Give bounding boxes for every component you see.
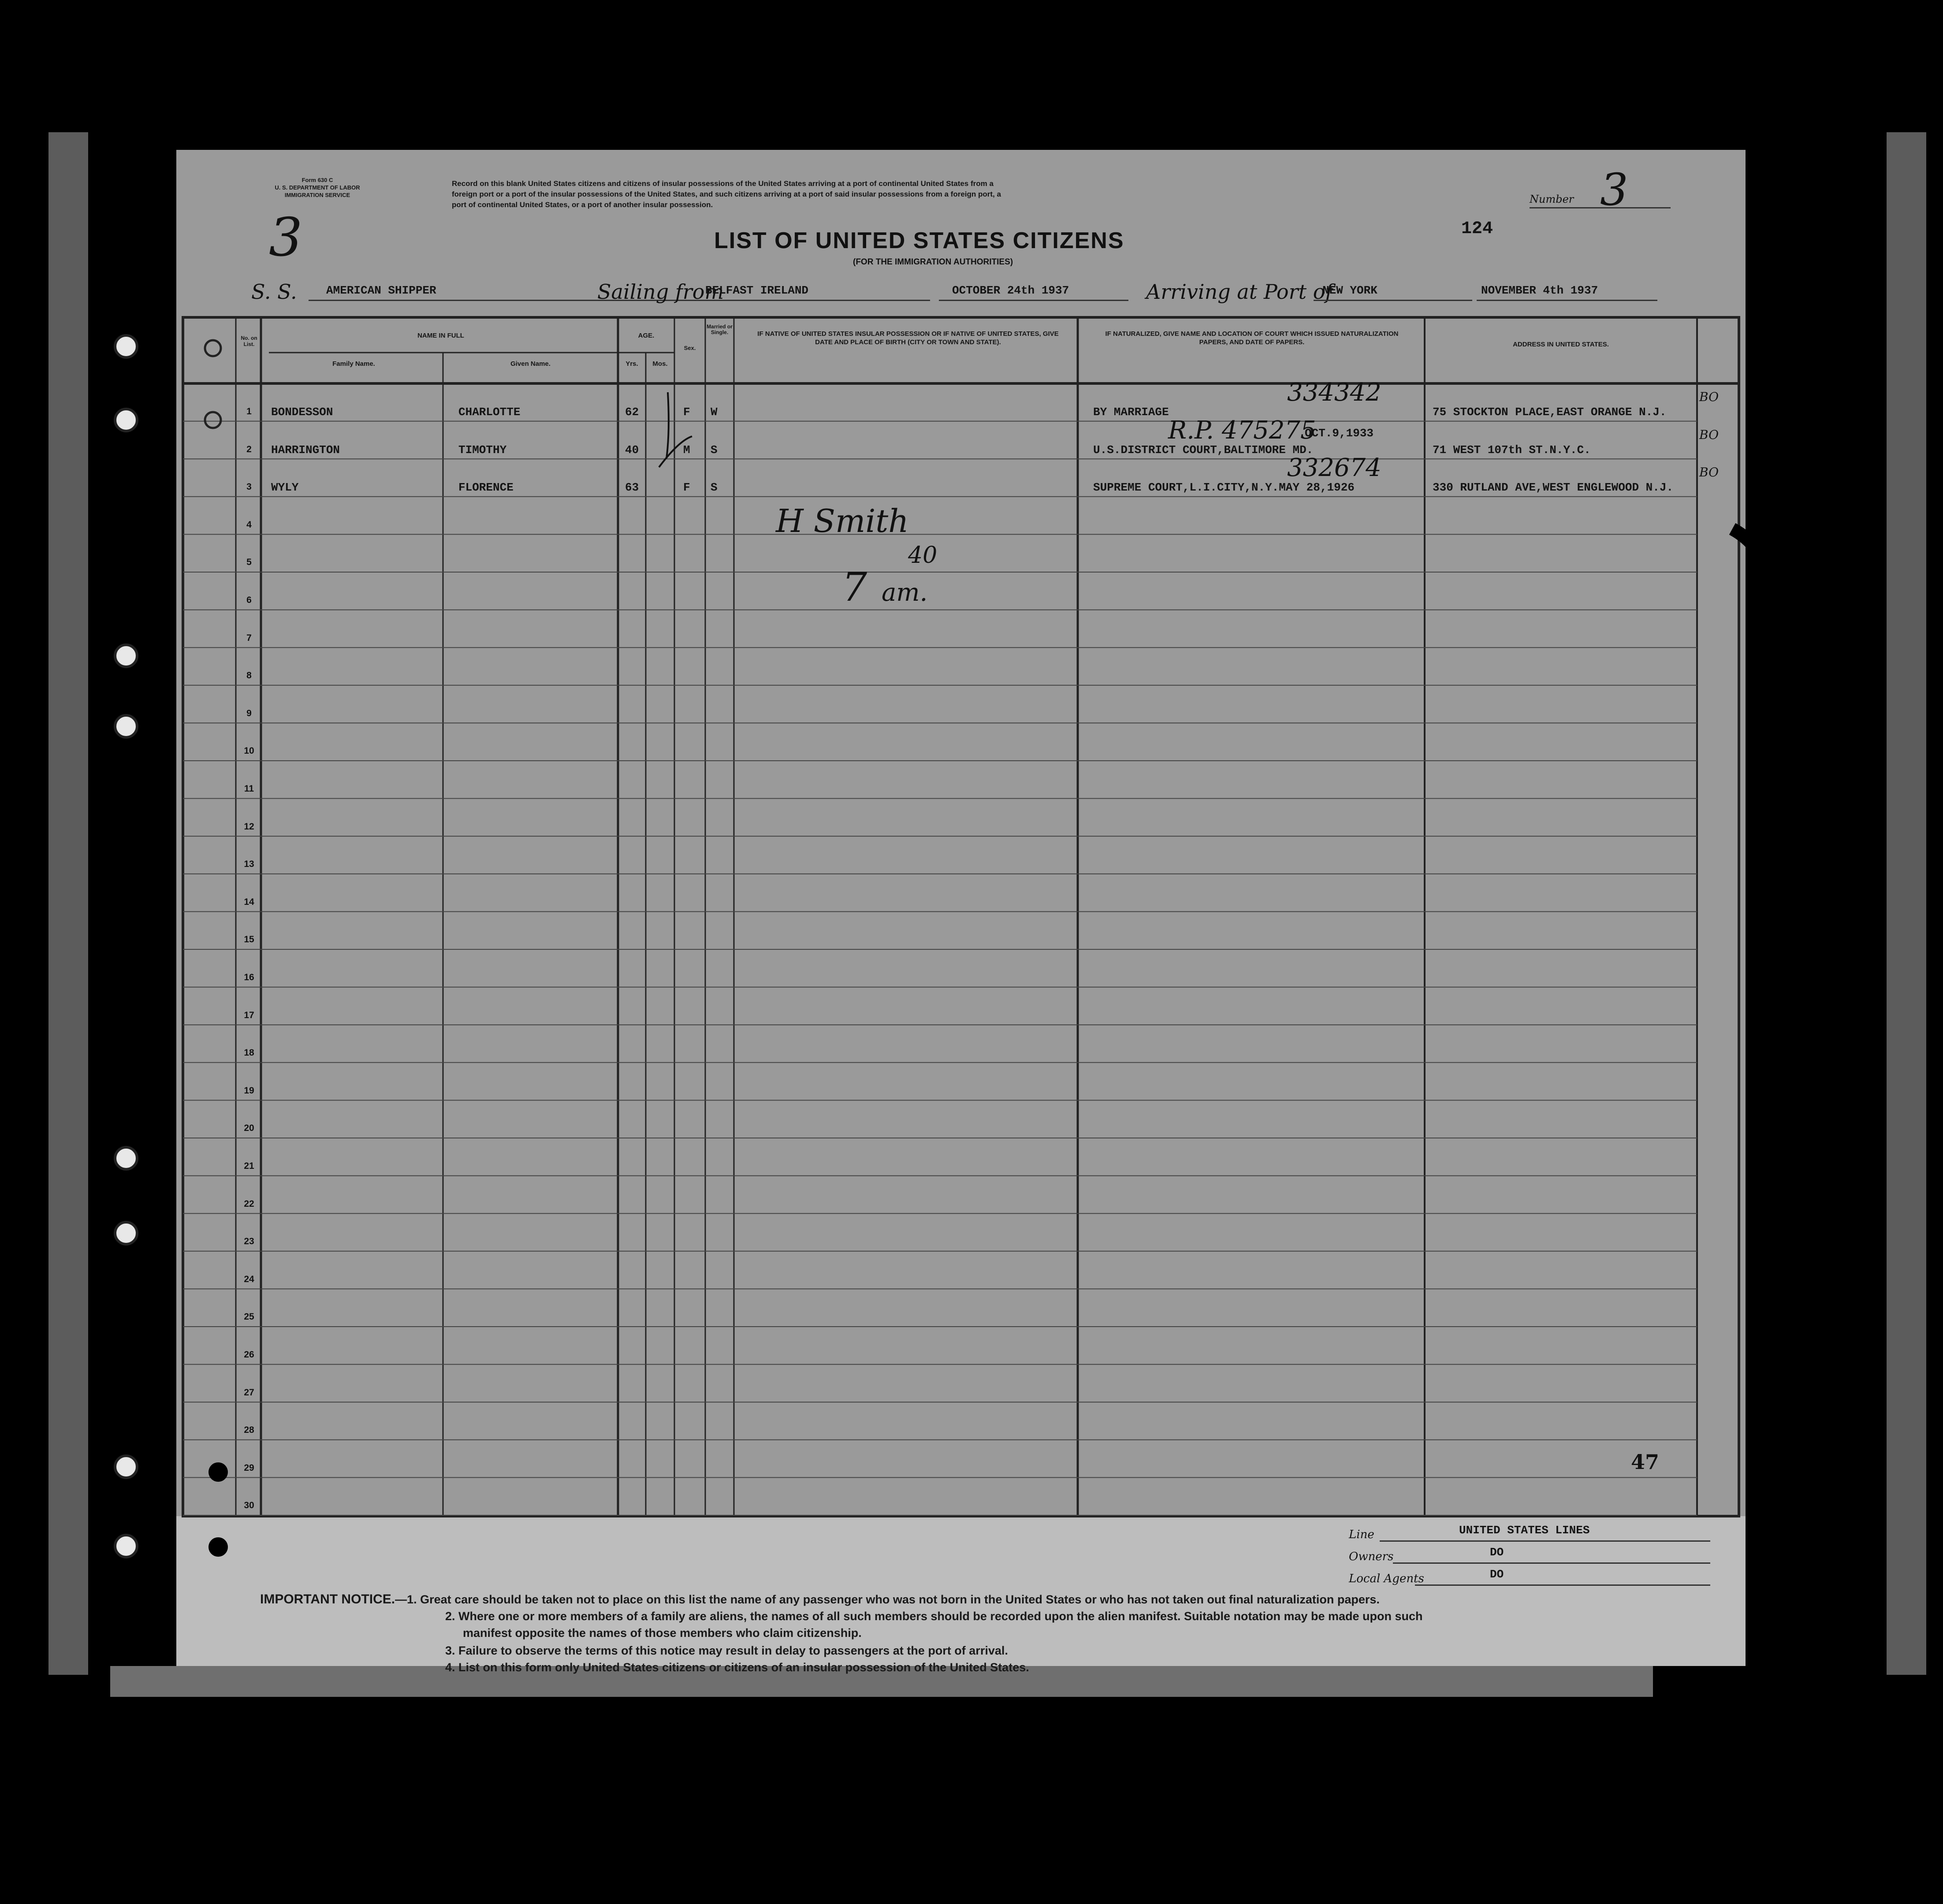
given-name-cell: CHARLOTTE xyxy=(458,405,521,419)
row-number: 10 xyxy=(244,746,254,756)
col-no-on-list: No. on List. xyxy=(241,335,257,347)
file-number-annotation: 332674 xyxy=(1287,454,1381,483)
age-years-cell: 62 xyxy=(625,405,639,419)
owners-label: Owners xyxy=(1349,1550,1394,1563)
arrival-port: NEW YORK xyxy=(1322,284,1377,297)
form-service: IMMIGRATION SERVICE xyxy=(284,192,350,198)
naturalization-cell: SUPREME COURT,L.I.CITY,N.Y.MAY 28,1926 xyxy=(1093,481,1355,495)
instructions-line: Record on this blank United States citizens and citizens of insular possessions of the United States arriving at a port of continental United States from a xyxy=(452,179,994,188)
address-cell: 75 STOCKTON PLACE,EAST ORANGE N.J. xyxy=(1433,405,1667,419)
time-suffix: am. xyxy=(882,578,928,607)
family-name-cell: BONDESSON xyxy=(271,405,333,419)
row-number: 29 xyxy=(244,1462,254,1473)
inspector-signature: H Smith xyxy=(776,502,909,539)
number-value: 3 xyxy=(1600,164,1628,216)
owners-value: DO xyxy=(1490,1546,1504,1559)
sailing-label: Sailing from xyxy=(597,280,724,304)
row-number: 30 xyxy=(244,1500,254,1511)
row-number: 7 xyxy=(246,632,252,643)
row-number: 9 xyxy=(246,708,252,718)
naturalization-date-cell: OCT.9,1933 xyxy=(1305,426,1374,440)
agents-underline xyxy=(1415,1567,1710,1586)
margin-note: BO xyxy=(1699,390,1719,404)
owners-underline xyxy=(1393,1545,1710,1564)
line-field xyxy=(1349,1523,1710,1542)
document-subtitle: (FOR THE IMMIGRATION AUTHORITIES) xyxy=(853,257,1013,267)
sheet-mark: 3 xyxy=(269,207,303,268)
sex-cell: F xyxy=(683,405,690,419)
arrival-date: NOVEMBER 4th 1937 xyxy=(1481,284,1598,297)
form-department: U. S. DEPARTMENT OF LABOR xyxy=(275,184,360,191)
col-years: Yrs. xyxy=(625,360,638,368)
col-address: ADDRESS IN UNITED STATES. xyxy=(1513,341,1609,348)
row-number: 28 xyxy=(244,1425,254,1435)
instructions-line: port of continental United States, or a port of another insular possession. xyxy=(452,201,713,209)
col-given-name: Given Name. xyxy=(510,360,551,368)
given-name-cell: TIMOTHY xyxy=(458,443,507,457)
ss-label: S. S. xyxy=(251,280,297,304)
row-number: 8 xyxy=(246,670,252,681)
notice-line-2a: 2. Where one or more members of a family are aliens, the names of all such members should be recorded upon the alien manifest. Suitable notation may be made upon such xyxy=(445,1610,1423,1623)
row-number: 27 xyxy=(244,1387,254,1398)
document-title: LIST OF UNITED STATES CITIZENS xyxy=(714,228,1124,253)
naturalization-cell: BY MARRIAGE xyxy=(1093,405,1169,419)
marital-status-cell: S xyxy=(711,443,718,457)
row-bullet xyxy=(208,1462,228,1482)
instructions-line: foreign port or a port of the insular possessions of the United States, and such citizens arriving at a port of said insular possessions from a foreign port, a xyxy=(452,190,1001,198)
notice-line-4: 4. List on this form only United States citizens or citizens of an insular possession of the United States. xyxy=(445,1661,1029,1674)
agents-label: Local Agents xyxy=(1349,1572,1424,1585)
notice-line-3: 3. Failure to observe the terms of this notice may result in delay to passengers at the port of arrival. xyxy=(445,1644,1008,1657)
time-minutes: 40 xyxy=(908,542,938,569)
row-number: 17 xyxy=(244,1010,254,1020)
arriving-label: Arriving at Port of xyxy=(1146,280,1333,304)
row-number: 19 xyxy=(244,1085,254,1096)
row-number: 18 xyxy=(244,1048,254,1058)
family-name-cell: WYLY xyxy=(271,481,299,495)
form-number: Form 630 C xyxy=(302,177,333,183)
page-number: 47 xyxy=(1631,1450,1660,1474)
file-number-annotation: 334342 xyxy=(1287,378,1381,407)
owners-field xyxy=(1349,1545,1710,1564)
notice-line-2b: manifest opposite the names of those members who claim citizenship. xyxy=(463,1626,862,1640)
line-label: Line xyxy=(1349,1528,1374,1541)
time-hour: 7 xyxy=(842,564,867,610)
col-sex: Sex. xyxy=(684,345,696,351)
sailing-from: BELFAST IRELAND xyxy=(705,284,809,297)
line-value: UNITED STATES LINES xyxy=(1459,1524,1590,1537)
col-family-name: Family Name. xyxy=(332,360,375,368)
address-cell: 330 RUTLAND AVE,WEST ENGLEWOOD N.J. xyxy=(1433,481,1674,495)
notice-label: IMPORTANT NOTICE. xyxy=(260,1592,395,1606)
row-number: 23 xyxy=(244,1236,254,1247)
sex-cell: F xyxy=(683,481,690,495)
row-number: 1 xyxy=(246,406,252,416)
row-number: 14 xyxy=(244,896,254,907)
col-native-insular: IF NATIVE OF UNITED STATES INSULAR POSSESSION OR IF NATIVE OF UNITED STATES, GIVE DATE AND PLACE OF BIRTH (CITY OR TOWN AND STATE). xyxy=(757,330,1059,346)
row-number: 6 xyxy=(246,595,252,605)
sailing-date: OCTOBER 24th 1937 xyxy=(952,284,1069,297)
file-number-annotation: R.P. 475275 xyxy=(1168,416,1316,445)
row-number: 5 xyxy=(246,557,252,568)
col-married-single: Married or Single. xyxy=(707,324,733,335)
margin-note: BO xyxy=(1699,427,1719,442)
row-number: 20 xyxy=(244,1123,254,1134)
row-number: 22 xyxy=(244,1198,254,1209)
margin-note: BO xyxy=(1699,465,1719,480)
ship-name: AMERICAN SHIPPER xyxy=(326,284,436,297)
row-number: 16 xyxy=(244,972,254,982)
notice-line-1 xyxy=(260,1592,1380,1607)
age-years-cell: 63 xyxy=(625,481,639,495)
row-number: 15 xyxy=(244,934,254,945)
row-number: 21 xyxy=(244,1161,254,1171)
agents-value: DO xyxy=(1490,1568,1504,1581)
row-bullet xyxy=(205,412,221,428)
row-number: 4 xyxy=(246,519,252,530)
naturalization-cell: U.S.DISTRICT COURT,BALTIMORE MD. xyxy=(1093,443,1314,457)
number-label: Number xyxy=(1530,193,1574,205)
row-number: 24 xyxy=(244,1274,254,1284)
row-number: 11 xyxy=(244,784,254,794)
row-bullet xyxy=(205,340,221,356)
col-naturalized: IF NATURALIZED, GIVE NAME AND LOCATION OF COURT WHICH ISSUED NATURALIZATION PAPERS, AND DATE OF PAPERS. xyxy=(1105,330,1399,346)
row-number: 12 xyxy=(244,821,254,832)
row-number: 13 xyxy=(244,859,254,870)
row-number: 25 xyxy=(244,1312,254,1322)
given-name-cell: FLORENCE xyxy=(458,481,514,495)
age-years-cell: 40 xyxy=(625,443,639,457)
marital-status-cell: S xyxy=(711,481,718,495)
page-stamp: 124 xyxy=(1461,219,1493,239)
notice-text-1: —1. Great care should be taken not to place on this list the name of any passenger who was not born in the United States or who has not taken out final naturalization papers. xyxy=(395,1593,1380,1606)
sex-cell: M xyxy=(683,443,690,457)
row-number: 3 xyxy=(246,482,252,492)
col-age: AGE. xyxy=(638,332,655,339)
row-number: 26 xyxy=(244,1350,254,1360)
marital-status-cell: W xyxy=(711,405,718,419)
row-number: 2 xyxy=(246,444,252,454)
row-bullet xyxy=(208,1537,228,1557)
family-name-cell: HARRINGTON xyxy=(271,443,340,457)
col-name-in-full: NAME IN FULL xyxy=(417,332,464,339)
agents-field xyxy=(1349,1567,1710,1586)
address-cell: 71 WEST 107th ST.N.Y.C. xyxy=(1433,443,1591,457)
col-months: Mos. xyxy=(652,360,668,368)
